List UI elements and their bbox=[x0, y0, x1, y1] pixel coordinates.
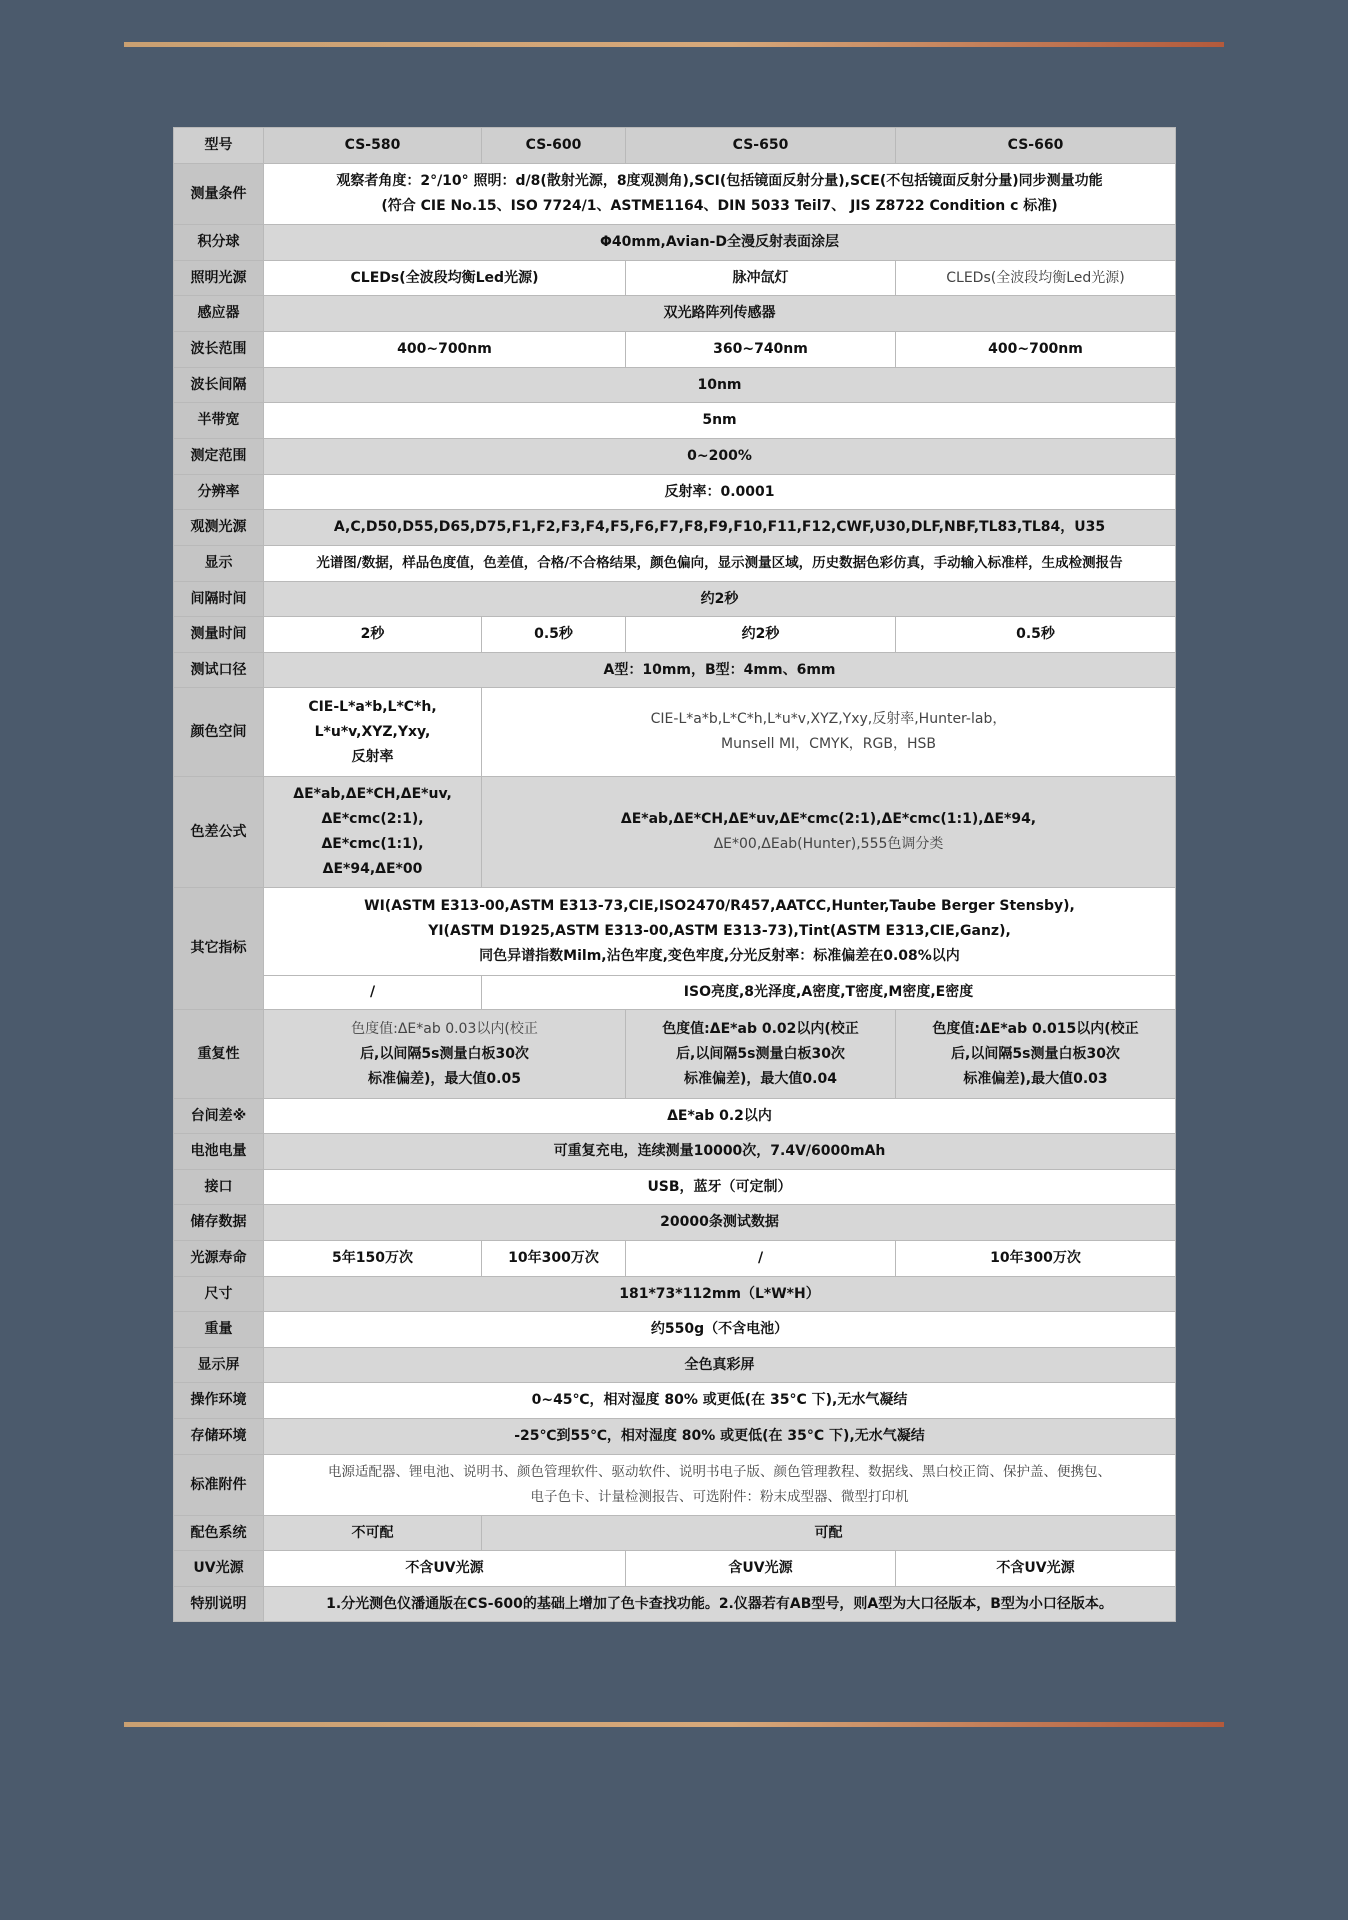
row-label: 其它指标 bbox=[174, 888, 264, 1010]
row-value: CIE-L*a*b,L*C*h, L*u*v,XYZ,Yxy, 反射率 bbox=[264, 688, 482, 777]
row-value: 5nm bbox=[264, 403, 1176, 439]
row-label: 特别说明 bbox=[174, 1587, 264, 1622]
row-label: UV光源 bbox=[174, 1551, 264, 1587]
row-value: 400~700nm bbox=[264, 332, 626, 368]
row-value: 光谱图/数据，样品色度值，色差值，合格/不合格结果，颜色偏向，显示测量区域，历史数据色彩仿真，手动输入标准样，生成检测报告 bbox=[264, 546, 1176, 582]
row-label: 显示屏 bbox=[174, 1348, 264, 1383]
row-value: 400~700nm bbox=[896, 332, 1176, 368]
table-row bbox=[174, 1241, 1176, 1277]
row-label: 接口 bbox=[174, 1170, 264, 1205]
row-label: 色差公式 bbox=[174, 777, 264, 888]
row-label: 感应器 bbox=[174, 296, 264, 332]
row-label: 积分球 bbox=[174, 225, 264, 261]
row-value: / bbox=[626, 1241, 896, 1277]
row-value: 色度值:ΔE*ab 0.02以内(校正 后,以间隔5s测量白板30次 标准偏差)，最大值0.04 bbox=[626, 1010, 896, 1099]
row-value: 20000条测试数据 bbox=[264, 1205, 1176, 1241]
row-value: CLEDs(全波段均衡Led光源) bbox=[264, 261, 626, 296]
row-value: 181*73*112mm（L*W*H） bbox=[264, 1277, 1176, 1312]
row-value: 约2秒 bbox=[264, 582, 1176, 617]
row-value: 10年300万次 bbox=[482, 1241, 626, 1277]
row-value: 0~45℃，相对湿度 80% 或更低(在 35°C 下),无水气凝结 bbox=[264, 1383, 1176, 1419]
row-label: 储存数据 bbox=[174, 1205, 264, 1241]
conditions-value: 观察者角度：2°/10° 照明：d/8(散射光源，8度观测角),SCI(包括镜面反射分量),SCE(不包括镜面反射分量)同步测量功能 (符合 CIE No.15、ISO 7724/1、ASTME1164、DIN 5033 Teil7、 JIS Z8722 Condition c 标准) bbox=[264, 164, 1176, 225]
row-label: 存储环境 bbox=[174, 1419, 264, 1455]
table-row bbox=[174, 1134, 1176, 1170]
row-label: 分辨率 bbox=[174, 475, 264, 510]
table-row bbox=[174, 510, 1176, 546]
row-value: WI(ASTM E313-00,ASTM E313-73,CIE,ISO2470/R457,AATCC,Hunter,Taube Berger Stensby), YI(ASTM D1925,ASTM E313-00,ASTM E313-73),Tint(ASTM E313,CIE,Ganz), 同色异谱指数Milm,沾色牢度,变色牢度,分光反射率：标准偏差在0.08%以内 bbox=[264, 888, 1176, 976]
row-value: 脉冲氙灯 bbox=[626, 261, 896, 296]
row-value: 含UV光源 bbox=[626, 1551, 896, 1587]
row-value: 约550g（不含电池） bbox=[264, 1312, 1176, 1348]
table-row bbox=[174, 403, 1176, 439]
table-row bbox=[174, 617, 1176, 653]
header-cs600: CS-600 bbox=[482, 128, 626, 164]
table-row bbox=[174, 1099, 1176, 1134]
row-label: 间隔时间 bbox=[174, 582, 264, 617]
table-row bbox=[174, 888, 1176, 976]
table-row bbox=[174, 1205, 1176, 1241]
row-value: / bbox=[264, 976, 482, 1010]
table-row bbox=[174, 164, 1176, 225]
row-label: 波长间隔 bbox=[174, 368, 264, 403]
row-label: 测量时间 bbox=[174, 617, 264, 653]
table-row bbox=[174, 1010, 1176, 1099]
row-value: 色度值:ΔE*ab 0.03以内(校正 后,以间隔5s测量白板30次 标准偏差)，最大值0.05 bbox=[264, 1010, 626, 1099]
row-value: 5年150万次 bbox=[264, 1241, 482, 1277]
row-label: 光源寿命 bbox=[174, 1241, 264, 1277]
row-value: 0~200% bbox=[264, 439, 1176, 475]
row-value: 电源适配器、锂电池、说明书、颜色管理软件、驱动软件、说明书电子版、颜色管理教程、数据线、黑白校正筒、保护盖、便携包、 电子色卡、计量检测报告、可选附件：粉末成型器、微型打印机 bbox=[264, 1455, 1176, 1516]
table-row bbox=[174, 296, 1176, 332]
row-label: 标准附件 bbox=[174, 1455, 264, 1516]
row-value: ΔE*ab 0.2以内 bbox=[264, 1099, 1176, 1134]
row-label: 显示 bbox=[174, 546, 264, 582]
row-value: 0.5秒 bbox=[896, 617, 1176, 653]
table-row bbox=[174, 1312, 1176, 1348]
row-value: 双光路阵列传感器 bbox=[264, 296, 1176, 332]
table-row bbox=[174, 332, 1176, 368]
row-value: 不可配 bbox=[264, 1516, 482, 1551]
table-row bbox=[174, 777, 1176, 888]
row-value: A型：10mm，B型：4mm、6mm bbox=[264, 653, 1176, 688]
table-row bbox=[174, 1170, 1176, 1205]
row-value: ISO亮度,8光泽度,A密度,T密度,M密度,E密度 bbox=[482, 976, 1176, 1010]
table-row bbox=[174, 1419, 1176, 1455]
row-value: ΔE*ab,ΔE*CH,ΔE*uv, ΔE*cmc(2:1), ΔE*cmc(1:1), ΔE*94,ΔE*00 bbox=[264, 777, 482, 888]
table-row bbox=[174, 688, 1176, 777]
row-label: 测试口径 bbox=[174, 653, 264, 688]
row-label: 观测光源 bbox=[174, 510, 264, 546]
table-row bbox=[174, 1348, 1176, 1383]
header-cs580: CS-580 bbox=[264, 128, 482, 164]
top-gold-rule bbox=[124, 42, 1224, 47]
table-row bbox=[174, 1587, 1176, 1622]
row-value: 可重复充电，连续测量10000次，7.4V/6000mAh bbox=[264, 1134, 1176, 1170]
row-label: 尺寸 bbox=[174, 1277, 264, 1312]
row-value: 360~740nm bbox=[626, 332, 896, 368]
row-value: 不含UV光源 bbox=[896, 1551, 1176, 1587]
header-cs650: CS-650 bbox=[626, 128, 896, 164]
row-value: -25℃到55℃，相对湿度 80% 或更低(在 35°C 下),无水气凝结 bbox=[264, 1419, 1176, 1455]
row-label: 波长范围 bbox=[174, 332, 264, 368]
row-value: CIE-L*a*b,L*C*h,L*u*v,XYZ,Yxy,反射率,Hunter-lab， Munsell MI，CMYK，RGB，HSB bbox=[482, 688, 1176, 777]
row-label: 重量 bbox=[174, 1312, 264, 1348]
row-label: 测定范围 bbox=[174, 439, 264, 475]
row-value: 1.分光测色仪潘通版在CS-600的基础上增加了色卡查找功能。2.仪器若有AB型号，则A型为大口径版本，B型为小口径版本。 bbox=[264, 1587, 1176, 1622]
row-value: 不含UV光源 bbox=[264, 1551, 626, 1587]
row-value: 约2秒 bbox=[626, 617, 896, 653]
row-value: 2秒 bbox=[264, 617, 482, 653]
table-row bbox=[174, 582, 1176, 617]
row-label: 半带宽 bbox=[174, 403, 264, 439]
row-value: ΔE*ab,ΔE*CH,ΔE*uv,ΔE*cmc(2:1),ΔE*cmc(1:1),ΔE*94, ΔE*00,ΔEab(Hunter),555色调分类 bbox=[482, 777, 1176, 888]
row-value: 0.5秒 bbox=[482, 617, 626, 653]
row-value: Φ40mm,Avian-D全漫反射表面涂层 bbox=[264, 225, 1176, 261]
table-row bbox=[174, 261, 1176, 296]
row-value: USB，蓝牙（可定制） bbox=[264, 1170, 1176, 1205]
table-row bbox=[174, 368, 1176, 403]
row-value: 色度值:ΔE*ab 0.015以内(校正 后,以间隔5s测量白板30次 标准偏差),最大值0.03 bbox=[896, 1010, 1176, 1099]
header-row bbox=[174, 128, 1176, 164]
row-value: 反射率：0.0001 bbox=[264, 475, 1176, 510]
row-value: A,C,D50,D55,D65,D75,F1,F2,F3,F4,F5,F6,F7,F8,F9,F10,F11,F12,CWF,U30,DLF,NBF,TL83,TL84，U35 bbox=[264, 510, 1176, 546]
spec-table bbox=[173, 127, 1176, 1622]
row-value: CLEDs(全波段均衡Led光源) bbox=[896, 261, 1176, 296]
row-value: 10nm bbox=[264, 368, 1176, 403]
table-row bbox=[174, 1383, 1176, 1419]
table-row bbox=[174, 475, 1176, 510]
table-row bbox=[174, 225, 1176, 261]
row-label: 台间差※ bbox=[174, 1099, 264, 1134]
row-label: 颜色空间 bbox=[174, 688, 264, 777]
row-value: 全色真彩屏 bbox=[264, 1348, 1176, 1383]
header-model: 型号 bbox=[174, 128, 264, 164]
row-label: 重复性 bbox=[174, 1010, 264, 1099]
row-value: 10年300万次 bbox=[896, 1241, 1176, 1277]
table-row bbox=[174, 976, 1176, 1010]
header-cs660: CS-660 bbox=[896, 128, 1176, 164]
table-row bbox=[174, 439, 1176, 475]
row-label: 操作环境 bbox=[174, 1383, 264, 1419]
table-row bbox=[174, 653, 1176, 688]
row-label: 测量条件 bbox=[174, 164, 264, 225]
table-row bbox=[174, 1516, 1176, 1551]
table-row bbox=[174, 1455, 1176, 1516]
table-row bbox=[174, 546, 1176, 582]
row-value: 可配 bbox=[482, 1516, 1176, 1551]
table-row bbox=[174, 1551, 1176, 1587]
table-row bbox=[174, 1277, 1176, 1312]
row-label: 照明光源 bbox=[174, 261, 264, 296]
row-label: 配色系统 bbox=[174, 1516, 264, 1551]
bottom-gold-rule bbox=[124, 1722, 1224, 1727]
row-label: 电池电量 bbox=[174, 1134, 264, 1170]
